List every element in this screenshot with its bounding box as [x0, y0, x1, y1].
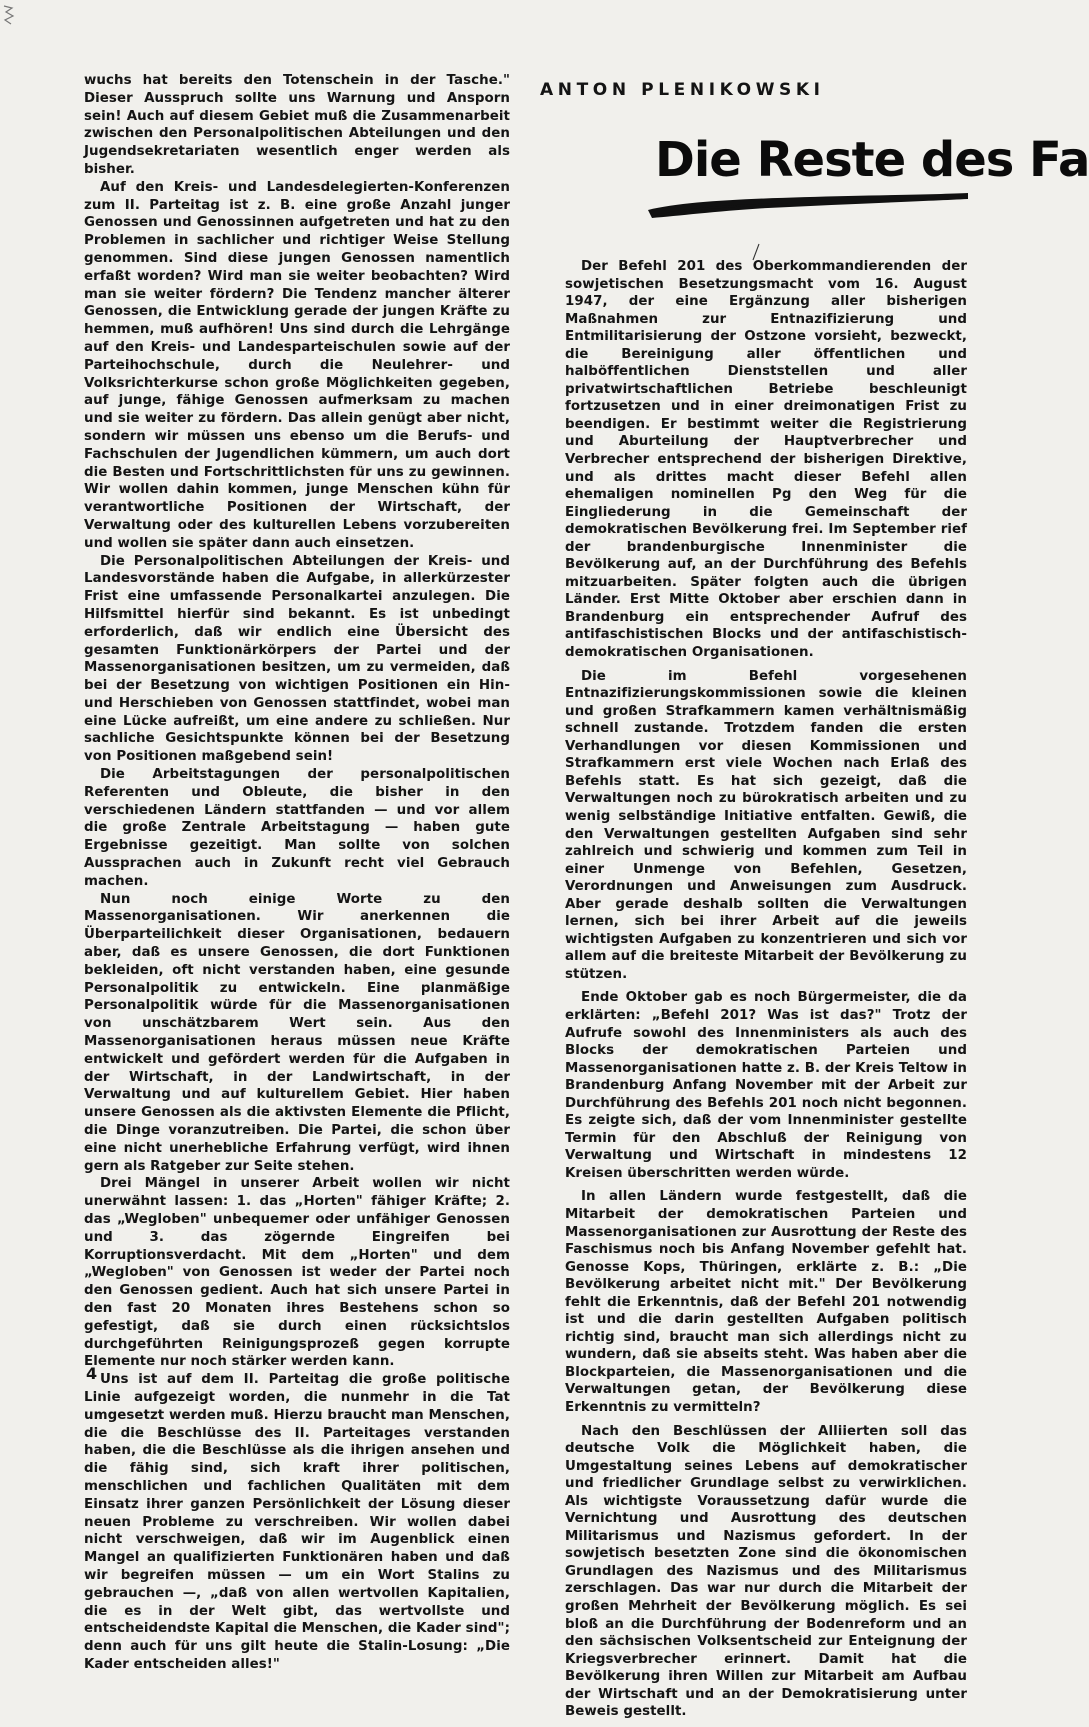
paragraph: Auf den Kreis- und Landesdelegierten-Konferenzen zum II. Parteitag ist z. B. eine große Anzahl junger Genossen und Genossinnen aufgetreten und hat zu den Problemen in sachlicher und richtiger Weise Stellung genommen. Sind diese jungen Genossen namentlich erfaßt worden? Wird man sie weiter beobachten? Wird man sie weiter fördern? Die Tendenz mancher älterer Genossen, die Entwicklung gerade der jungen Kräfte zu hemmen, muß aufhören! Uns sind durch die Lehrgänge auf den Kreis- und Landesparteischulen sowie auf der Parteihochschule, durch die Neulehrer- und Volksrichterkurse schon große Möglichkeiten gegeben, auf junge, fähige Genossen aufmerksam zu machen und sie weiter zu fördern. Das allein genügt aber nicht, sondern wir müssen uns ebenso um die Berufs- und Fachschulen der Jugendlichen kümmern, um auch dort die Besten und Fortschrittlichsten für uns zu gewinnen. Wir wollen dahin kommen, junge Menschen kühn für verantwortliche Positionen der Wirtschaft, der Verwaltung oder des kulturellen Lebens vorzubereiten und wollen sie später dann auch einsetzen. — [84, 179, 510, 551]
scan-edge-mark — [2, 4, 16, 26]
brush-stroke-underline — [648, 190, 968, 220]
paragraph: In allen Ländern wurde festgestellt, daß die Mitarbeit der demokratischen Parteien und Massenorganisationen zur Ausrottung der Reste des Faschismus noch bis Anfang November gefehlt hat. Genosse Kops, Thüringen, erklärte z. B.: „Die Bevölkerung arbeitet nicht mit." Der Bevölkerung fehlt die Erkenntnis, daß der Befehl 201 notwendig ist und die darin gestellten Aufgaben politisch richtig sind, braucht man sich allerdings nicht zu wundern, daß sie abseits steht. Was haben aber die Blockparteien, die Massenorganisationen und die Verwaltungen getan, der Bevölkerung diese Erkenntnis zu vermitteln? — [565, 1189, 967, 1415]
paragraph: Ende Oktober gab es noch Bürgermeister, die da erklärten: „Befehl 201? Was ist das?" Trotz der Aufrufe sowohl des Innenministers als auch des Blocks der demokratischen Parteien und Massenorganisationen hatte z. B. der Kreis Teltow in Brandenburg Anfang November mit der Arbeit zur Durchführung des Befehls 201 noch nicht begonnen. Es zeigte sich, daß der vom Innenminister gestellte Termin für den Abschluß der Reinigung von Verwaltung und Wirtschaft in mindestens 12 Kreisen überschritten werden würde. — [565, 990, 967, 1181]
paragraph: Nach den Beschlüssen der Alliierten soll das deutsche Volk die Möglichkeit haben, die Umgestaltung seines Lebens auf demokratischer und friedlicher Grundlage selbst zu verwirklichen. Als wichtigste Voraussetzung dafür wurde die Vernichtung und Ausrottung des deutschen Militarismus und Nazismus gefordert. In der sowjetisch besetzten Zone sind die ökonomischen Grundlagen des Nazismus und des Militarismus zerschlagen. Das war nur durch die Mitarbeit der großen Mehrheit der Bevölkerung möglich. Es sei bloß an die Durchführung der Bodenreform und an den sächsischen Volksentscheid zur Enteignung der Kriegsverbrecher erinnert. Damit hat die Bevölkerung ihren Willen zur Mitarbeit am Aufbau der Wirtschaft und an der Demokratisierung unter Beweis gestellt. — [565, 1423, 967, 1720]
paragraph: Die Personalpolitischen Abteilungen der Kreis- und Landesvorstände haben die Aufgabe, in allerkürzester Frist eine umfassende Personalkartei anzulegen. Die Hilfsmittel hierfür sind bekannt. Es ist unbedingt erforderlich, daß wir endlich eine Übersicht des gesamten Funktionärkörpers der Partei und der Massenorganisationen besitzen, um zu vermeiden, daß bei der Besetzung von wichtigen Positionen ein Hin- und Herschieben von Genossen stattfindet, wobei man eine Lücke aufreißt, um eine andere zu schließen. Nur sachliche Gesichtspunkte können bei der Besetzung von Positionen maßgebend sein! — [84, 553, 510, 765]
paragraph: wuchs hat bereits den Totenschein in der Tasche." Dieser Ausspruch sollte uns Warnung und Ansporn sein! Auch auf diesem Gebiet muß die Zusammenarbeit zwischen den Personalpolitischen Abteilungen und den Jugendsekretariaten wesentlich enger werden als bisher. — [84, 73, 510, 177]
paragraph: Die im Befehl vorgesehenen Entnazifizierungskommissionen sowie die kleinen und großen Strafkammern kamen verhältnismäßig schnell zustande. Trotzdem fanden die ersten Verhandlungen vor diesen Kommissionen und Strafkammern erst viele Wochen nach Erlaß des Befehls statt. Es hat sich gezeigt, daß die Verwaltungen noch zu bürokratisch arbeiten und zu wenig selbständige Initiative entfalten. Gewiß, die den Verwaltungen gestellten Aufgaben sind sehr zahlreich und schwierig und kommen zum Teil in einer Unmenge von Befehlen, Gesetzen, Verordnungen und Anweisungen zum Ausdruck. Aber gerade deshalb sollten die Verwaltungen lernen, sich bei ihrer Arbeit auf die jeweils wichtigsten Aufgaben zu konzentrieren und sich vor allem auf die breiteste Mitarbeit der Bevölkerung zu stützen. — [565, 668, 967, 982]
paragraph: Drei Mängel in unserer Arbeit wollen wir nicht unerwähnt lassen: 1. das „Horten" fähiger Kräfte; 2. das „Wegloben" unbequemer oder unfähiger Genossen und 3. das zögernde Eingreifen bei Korruptionsverdacht. Mit dem „Horten" und dem „Wegloben" von Genossen ist weder der Partei noch den Genossen gedient. Auch hat sich unsere Partei in den fast 20 Monaten ihres Bestehens schon so gefestigt, daß sie durch einen rücksichtslos durchgeführten Reinigungsprozeß gegen korrupte Elemente nur noch stärker werden kann. — [84, 1176, 510, 1370]
right-text-column — [565, 258, 967, 1727]
paragraph: Uns ist auf dem II. Parteitag die große politische Linie aufgezeigt worden, die nunmehr in die Tat umgesetzt werden muß. Hierzu braucht man Menschen, die die Beschlüsse des II. Parteitages verstanden haben, die die Beschlüsse als die ihrigen ansehen und die fähig sind, sich kraft ihrer politischen, menschlichen und fachlichen Qualitäten mit dem Einsatz ihrer ganzen Persönlichkeit der Lösung dieser neuen Probleme zu verschreiben. Wir wollen dabei nicht verschweigen, daß wir im Augenblick einen Mangel an qualifizierten Funktionären haben und daß wir begreifen müssen — um ein Wort Stalins zu gebrauchen —, „daß von allen wertvollen Kapitalien, die es in der Welt gibt, das wertvollste und entscheidendste Kapital die Menschen, die Kader sind"; denn auch für uns gilt heute die Stalin-Losung: „Die Kader entscheiden alles!" — [84, 1372, 510, 1672]
left-text-column — [84, 72, 510, 1674]
paragraph: Die Arbeitstagungen der personalpolitischen Referenten und Obleute, die bisher in den verschiedenen Ländern stattfanden — und vor allem die große Zentrale Arbeitstagung — haben gute Ergebnisse gezeitigt. Man sollte von solchen Aussprachen auch in Zukunft recht viel Gebrauch machen. — [84, 767, 510, 889]
paragraph: Nun noch einige Worte zu den Massenorganisationen. Wir anerkennen die Überparteilichkeit dieser Organisationen, bedauern aber, daß es unsere Genossen, die dort Funktionen bekleiden, oft nicht verstanden haben, eine gesunde Personalpolitik zu entwickeln. Eine planmäßige Personalpolitik würde für die Massenorganisationen von unschätzbarem Wert sein. Aus den Massenorganisationen heraus müssen neue Kräfte entwickelt und gefördert werden für die Aufgaben in der Wirtschaft, in der Landwirtschaft, in der Verwaltung und auf kulturellem Gebiet. Hier haben unsere Genossen als die aktivsten Elemente die Pflicht, die Dinge voranzutreiben. Die Partei, die schon über eine nicht unerhebliche Erfahrung verfügt, wird ihnen gern als Ratgeber zur Seite stehen. — [84, 891, 510, 1174]
article-author: ANTON PLENIKOWSKI — [540, 80, 825, 100]
article-headline: Die Reste des Fa — [655, 132, 1089, 188]
page-number: 4 — [86, 1364, 98, 1383]
paragraph: Der Befehl 201 des Oberkommandierenden der sowjetischen Besetzungsmacht vom 16. August 1947, der eine Ergänzung aller bisherigen Maßnahmen zur Entnazifizierung und Entmilitarisierung der Ostzone vorsieht, bezweckt, die Bereinigung aller öffentlichen und halböffentlichen Dienststellen und aller privatwirtschaftlichen Betriebe beschleunigt fortzusetzen und in einer dreimonatigen Frist zu beendigen. Er bestimmt weiter die Registrierung und Aburteilung der Hauptverbrecher und Verbrecher entsprechend der bisherigen Direktive, und als drittes macht dieser Befehl allen ehemaligen nominellen Pg den Weg für die Eingliederung in die Gemeinschaft der demokratischen Bevölkerung frei. Im September rief der brandenburgische Innenminister die Bevölkerung auf, an der Durchführung des Befehls mitzuarbeiten. Später folgten auch die übrigen Länder. Erst Mitte Oktober aber erschien dann in Brandenburg ein entsprechender Aufruf des antifaschistischen Blocks und der antifaschistisch-demokratischen Organisationen. — [565, 259, 967, 661]
